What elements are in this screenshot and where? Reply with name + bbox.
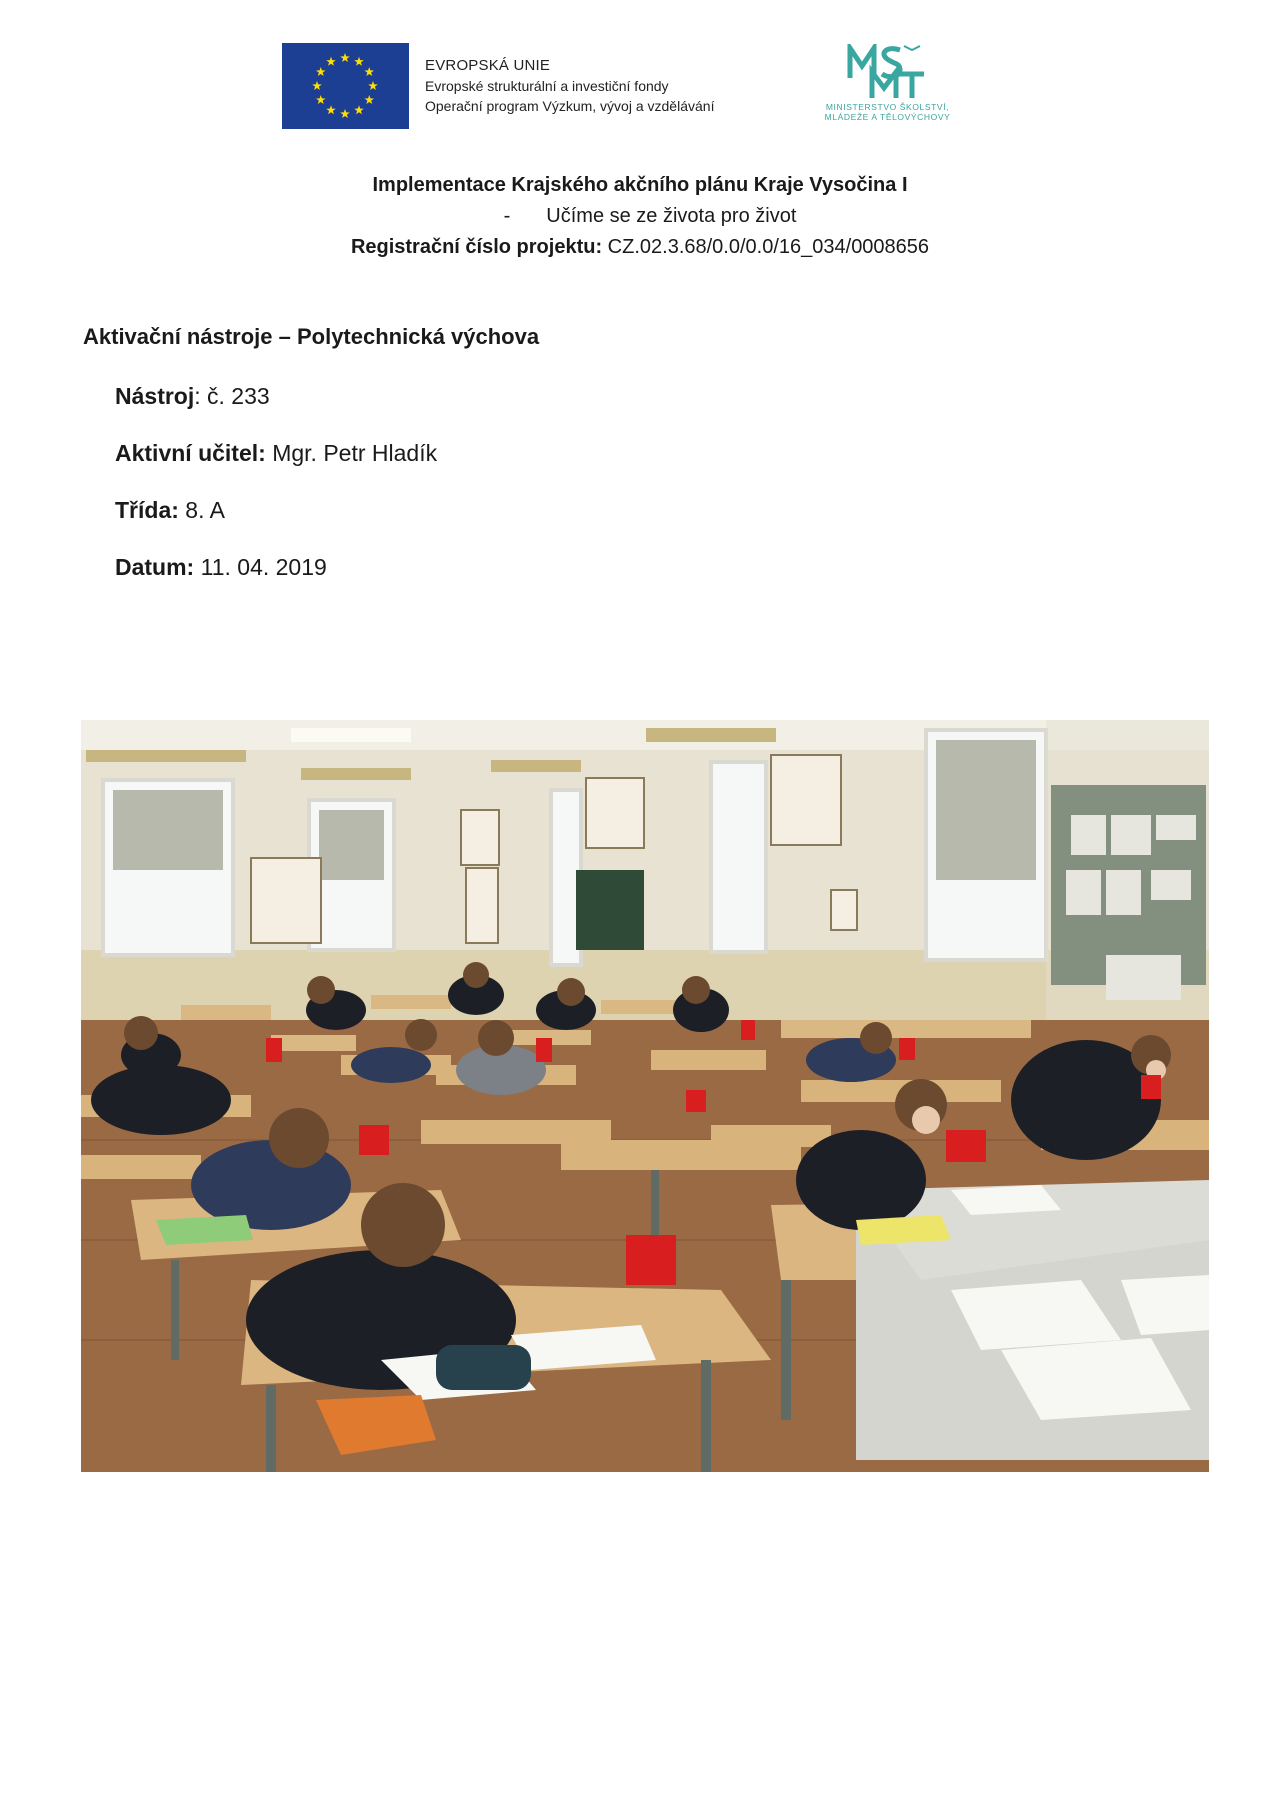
eu-star: [340, 109, 350, 118]
field-trida: [115, 497, 225, 524]
eu-star: [326, 57, 336, 66]
eu-star: [354, 57, 364, 66]
project-title: Implementace Krajského akčního plánu Kraje Vysočina I: [372, 174, 908, 196]
field-separator: :: [194, 383, 201, 409]
eu-program-line: Operační program Výzkum, vývoj a vzdělávání: [425, 98, 715, 114]
field-datum: [115, 554, 327, 581]
eu-star: [364, 95, 374, 104]
eu-star: [316, 95, 326, 104]
eu-star: [364, 67, 374, 76]
field-nastroj: [115, 383, 270, 410]
msmt-caption: [800, 102, 975, 122]
eu-title: EVROPSKÁ UNIE: [425, 57, 551, 74]
msmt-logo-icon: [800, 44, 975, 102]
field-label: Datum:: [115, 554, 195, 580]
classroom-photo-image: [81, 720, 1209, 1472]
registration-value: CZ.02.3.68/0.0/0.0/16_034/0008656: [607, 236, 930, 258]
eu-star: [354, 105, 364, 114]
project-heading: [0, 170, 1280, 263]
eu-star: [316, 67, 326, 76]
eu-star: [368, 81, 378, 90]
field-value: 11. 04. 2019: [194, 554, 327, 580]
registration-label: Registrační číslo projektu:: [350, 236, 603, 258]
eu-star: [326, 105, 336, 114]
project-registration: [0, 232, 1280, 263]
project-subtitle-line: [0, 201, 1280, 232]
field-value: Mgr. Petr Hladík: [265, 440, 438, 466]
field-label: Nástroj: [115, 383, 195, 409]
eu-funds-line: Evropské strukturální a investiční fondy: [425, 78, 669, 94]
field-ucitel: [115, 440, 437, 467]
eu-star: [312, 81, 322, 90]
field-value: 8. A: [178, 497, 225, 523]
msmt-caption-line2: MLÁDEŽE A TĚLOVÝCHOVY: [824, 112, 951, 122]
classroom-photo: [81, 720, 1209, 1472]
eu-logo-text: [425, 56, 714, 116]
msmt-caption-line1: MINISTERSTVO ŠKOLSTVÍ,: [825, 102, 950, 112]
field-label: Třída:: [115, 497, 179, 523]
field-value: č. 233: [200, 383, 270, 409]
eu-flag-icon: [282, 43, 409, 129]
eu-logo-block: [282, 43, 714, 129]
msmt-logo: [800, 44, 975, 134]
eu-star: [340, 53, 350, 62]
project-subtitle: Učíme se ze života pro život: [546, 205, 797, 227]
document-title: Aktivační nástroje – Polytechnická výchova: [83, 324, 540, 349]
field-label: Aktivní učitel:: [115, 440, 266, 466]
bullet-dash: -: [503, 205, 511, 227]
